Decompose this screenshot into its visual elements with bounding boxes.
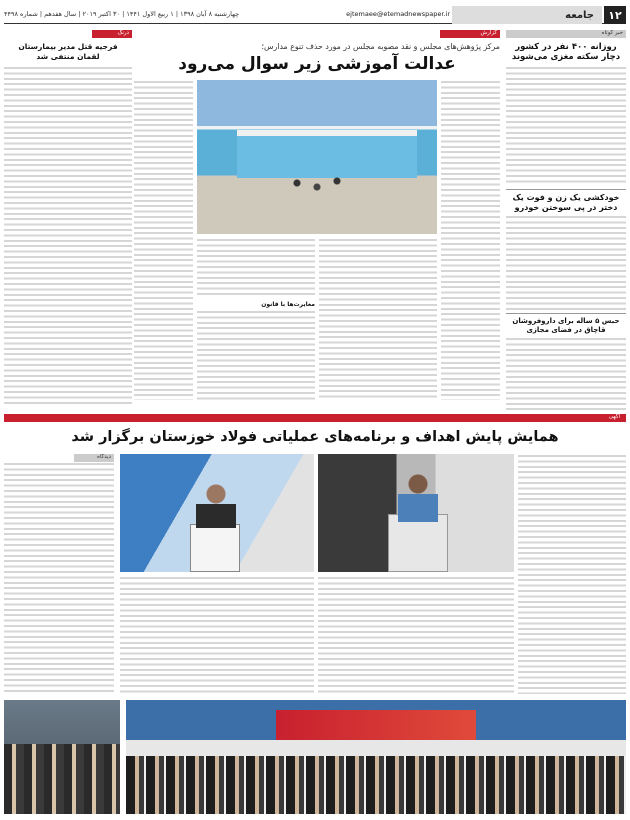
bottom-left-text (4, 462, 114, 692)
main-text-col-1 (441, 80, 500, 400)
bottom-text-mid-1 (318, 576, 514, 694)
speaker-2 (196, 482, 236, 528)
podium (190, 524, 240, 572)
section-tab[interactable]: جامعه (452, 6, 602, 24)
main-kicker: مرکز پژوهش‌های مجلس و نقد مصوبه مجلس در مورد حذف تنوع مدارس؛ (261, 42, 500, 51)
speaker-photo-left (120, 454, 314, 572)
stage-banner (276, 710, 476, 740)
group-photo (126, 700, 626, 814)
report-label: گزارش (440, 30, 500, 38)
ad-divider (4, 414, 626, 422)
school-building (237, 130, 417, 178)
divider (506, 313, 626, 314)
main-text-col-4 (134, 80, 193, 400)
audience-photo (4, 700, 120, 814)
group-people (126, 756, 626, 814)
right-head-2: خودکشی یک زن و فوت یک دختر در پی سوختن خودرو (512, 193, 620, 212)
bottom-text-right (518, 454, 626, 694)
main-story (134, 30, 500, 410)
lectern (388, 514, 448, 572)
news-label: خبر کوتاه (506, 30, 626, 38)
section-email[interactable]: ejtemaee@etemadnewspaper.ir (346, 10, 450, 18)
main-text-col-3 (197, 238, 315, 400)
main-subhead: مغایرت‌ها با قانون (261, 301, 315, 308)
bottom-text-mid-2 (120, 576, 314, 694)
top-bar (4, 6, 626, 24)
main-text-col-3a (197, 238, 315, 298)
left-column (4, 30, 132, 410)
right-head-1: روزانه ۴۰۰ نفر در کشور دچار سکته مغزی می‌شوند (511, 42, 621, 62)
right-text-3 (506, 337, 626, 410)
right-text-1 (506, 66, 626, 186)
students (287, 175, 347, 205)
speaker-photo-right (318, 454, 514, 572)
bottom-headline: همایش پایش اهداف و برنامه‌های عملیاتی فولاد خوزستان برگزار شد (71, 429, 559, 445)
right-text-2 (506, 215, 626, 310)
school-yard-photo (197, 80, 437, 234)
left-text (4, 66, 132, 406)
main-text-col-2 (319, 238, 437, 400)
bottom-text-left-column (4, 454, 114, 694)
main-lower-cols (197, 238, 437, 400)
left-headline: فرجیه قتل مدیر بیمارستان لقمان منتفی شد (18, 42, 118, 61)
divider (506, 189, 626, 190)
ad-label: آگهی (608, 414, 620, 420)
main-text-col-3b (197, 310, 315, 400)
right-news-column (506, 30, 626, 410)
center-label: درنگ (92, 30, 132, 38)
page-number: ۱۲ (604, 6, 626, 24)
seated-audience (4, 744, 120, 814)
main-headline: عدالت آموزشی زیر سوال می‌رود (178, 54, 456, 74)
bottom-left-label: دیدگاه (74, 454, 114, 462)
main-body (134, 80, 500, 400)
speaker (398, 472, 438, 522)
dateline: چهارشنبه ۸ آبان ۱۳۹۸ | ۱ ربیع الاول ۱۴۴۱ | ۳۰ اکتبر ۲۰۱۹ | سال هفدهم | شماره ۴۴۹۸ (4, 10, 240, 18)
main-center-block (197, 80, 437, 400)
right-head-3: حبس ۵ ساله برای داروفروشان قاچاق در فضای مجازی (512, 317, 620, 334)
